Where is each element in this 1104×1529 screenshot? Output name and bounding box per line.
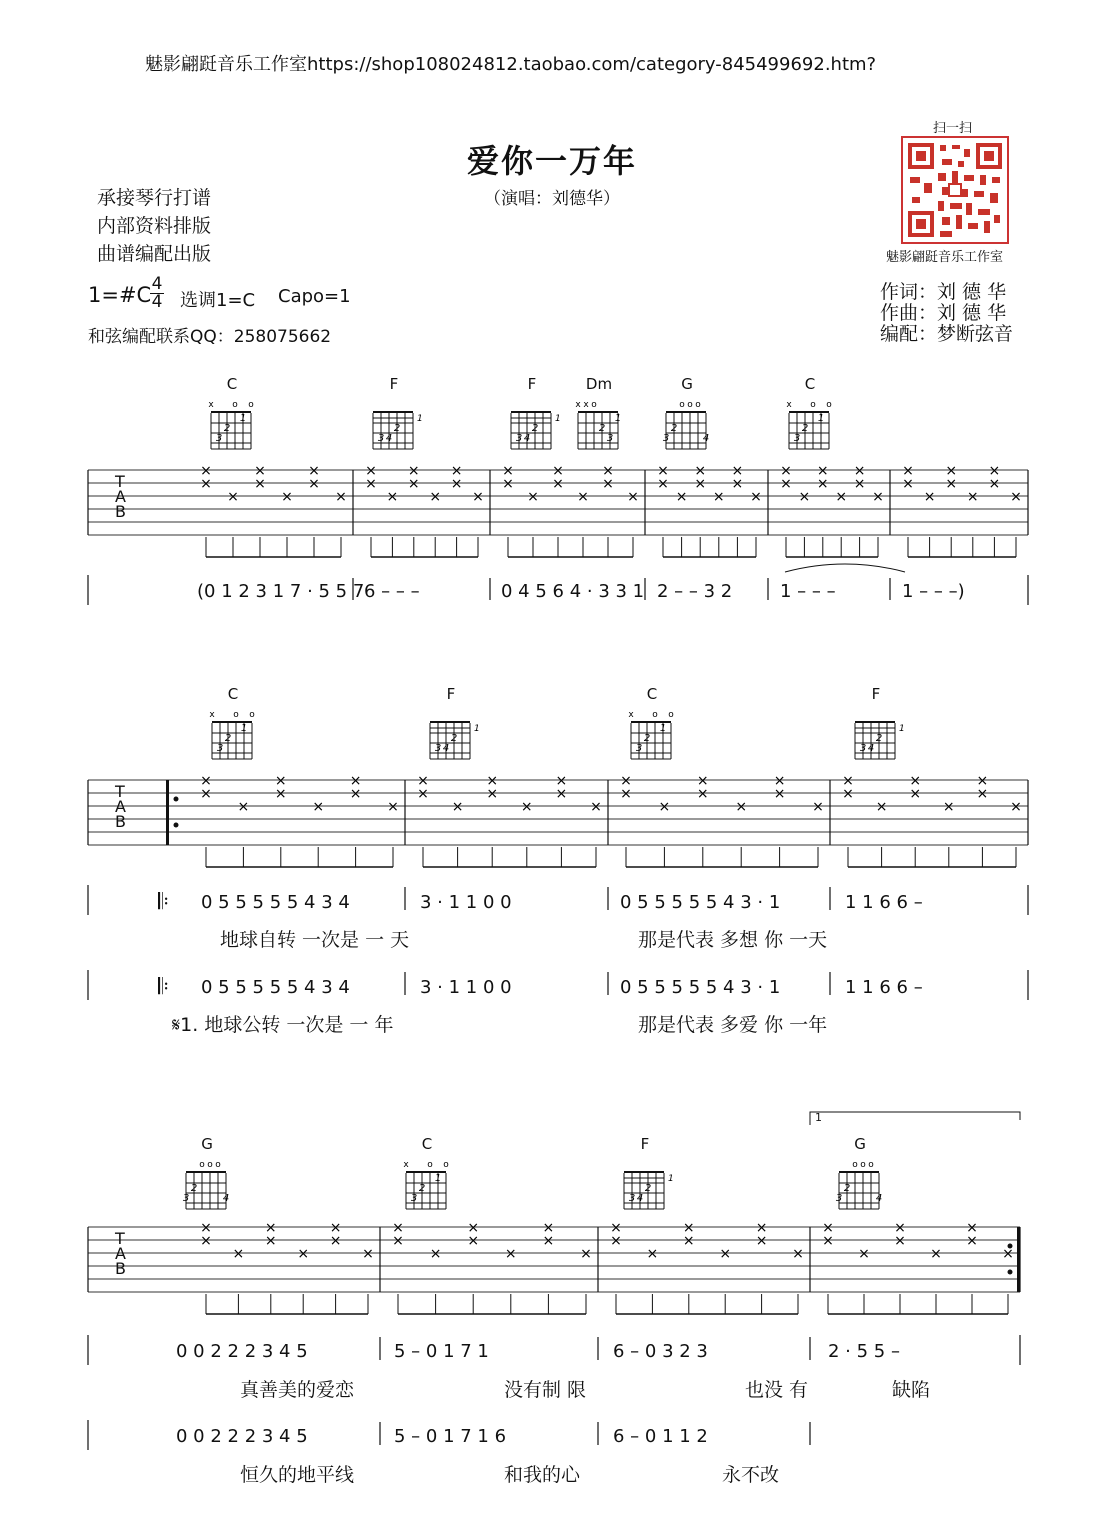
svg-text:3: 3 bbox=[216, 743, 224, 754]
svg-text:x: x bbox=[628, 710, 634, 720]
tab-x-mark: × bbox=[610, 1220, 622, 1236]
tab-x-mark: × bbox=[835, 489, 848, 505]
s3-notation-b-3: 6 – 0 1 1 2 bbox=[613, 1426, 708, 1447]
svg-text:4: 4 bbox=[442, 743, 450, 754]
tab-x-mark: × bbox=[923, 489, 936, 505]
repeat-start-a: 𝄆 bbox=[158, 890, 169, 915]
s1-notation-1: (0 1 2 3 1 7 · 5 5 7 bbox=[197, 581, 365, 602]
volta-bracket bbox=[810, 1112, 1020, 1125]
volta-number: 1 bbox=[815, 1111, 822, 1124]
tab-x-mark: × bbox=[750, 489, 762, 505]
tab-x-mark: × bbox=[773, 773, 786, 789]
s3-lyric-a-3: 也没 有 bbox=[745, 1379, 809, 1401]
chord-name: F bbox=[389, 375, 399, 393]
svg-text:x: x bbox=[575, 400, 581, 410]
svg-text:2: 2 bbox=[531, 423, 539, 434]
s2-notation-b-3: 0 5 5 5 5 5 4 3 · 1 bbox=[620, 977, 781, 998]
svg-text:2: 2 bbox=[190, 1183, 198, 1194]
svg-text:2: 2 bbox=[418, 1183, 426, 1194]
tab-x-mark: × bbox=[675, 489, 688, 505]
svg-text:1: 1 bbox=[240, 723, 248, 734]
svg-text:1: 1 bbox=[668, 1174, 674, 1184]
chord-name: F bbox=[871, 685, 881, 703]
tab-x-mark: × bbox=[842, 786, 854, 802]
tab-x-mark: × bbox=[407, 463, 420, 479]
s2-lyric-a-2: 那是代表 多想 你 一天 bbox=[638, 929, 828, 951]
tab-x-mark: × bbox=[542, 1220, 555, 1236]
tab-x-mark: × bbox=[502, 463, 514, 479]
tab-x-mark: × bbox=[329, 1233, 342, 1249]
repeat-start-b: 𝄆 bbox=[158, 975, 169, 1000]
svg-text:3: 3 bbox=[515, 433, 523, 444]
tab-x-mark: × bbox=[658, 799, 671, 815]
tab-x-mark: × bbox=[451, 799, 464, 815]
tab-x-mark: × bbox=[966, 1220, 978, 1236]
tab-x-mark: × bbox=[417, 773, 429, 789]
tab-x-mark: × bbox=[780, 463, 792, 479]
s3-notation-a-3: 6 – 0 3 2 3 bbox=[613, 1341, 708, 1362]
chord-name: F bbox=[527, 375, 537, 393]
s1-notation-4: 2 – – 3 2 bbox=[657, 581, 733, 602]
tab-letter-t: T bbox=[115, 782, 125, 801]
s1-notation-5: 1 – – – bbox=[780, 581, 836, 602]
tab-x-mark: × bbox=[580, 1246, 592, 1262]
tab-x-mark: × bbox=[297, 1246, 310, 1262]
svg-text:o: o bbox=[215, 1160, 221, 1170]
svg-text:1: 1 bbox=[899, 724, 905, 734]
tab-x-mark: × bbox=[542, 1233, 555, 1249]
tab-x-mark: × bbox=[731, 463, 744, 479]
tab-x-mark: × bbox=[349, 773, 362, 789]
tab-x-mark: × bbox=[755, 1220, 768, 1236]
s2-notation-b-2: 3 · 1 1 0 0 bbox=[420, 977, 512, 998]
s2-lyric-b-1: 𝄋1. 地球公转 一次是 一 年 bbox=[172, 1014, 394, 1036]
s1-notation-3: 0 4 5 6 4 · 3 3 1 bbox=[501, 581, 645, 602]
tab-x-mark: × bbox=[842, 773, 854, 789]
tab-x-mark: × bbox=[988, 463, 1001, 479]
slur bbox=[785, 564, 905, 572]
svg-text:1: 1 bbox=[659, 723, 667, 734]
qr-studio-name: 魅影翩跹音乐工作室 bbox=[886, 250, 1004, 265]
tab-x-mark: × bbox=[731, 476, 744, 492]
tab-x-mark: × bbox=[527, 489, 539, 505]
tab-x-mark: × bbox=[792, 1246, 804, 1262]
tab-x-mark: × bbox=[909, 786, 922, 802]
svg-text:3: 3 bbox=[859, 743, 867, 754]
key-choice: 选调1=C bbox=[180, 290, 256, 311]
svg-text:o: o bbox=[248, 400, 254, 410]
s3-lyric-a-4: 缺陷 bbox=[892, 1379, 931, 1401]
tab-x-mark: × bbox=[798, 489, 811, 505]
tab-x-mark: × bbox=[200, 786, 212, 802]
svg-text:o: o bbox=[852, 1160, 858, 1170]
tab-x-mark: × bbox=[264, 1220, 277, 1236]
chord-name: C bbox=[226, 375, 238, 393]
tab-x-mark: × bbox=[386, 489, 399, 505]
tab-letter-t: T bbox=[115, 1229, 125, 1248]
time-bottom: 4 bbox=[151, 292, 163, 312]
tab-x-mark: × bbox=[1010, 489, 1022, 505]
svg-text:4: 4 bbox=[523, 433, 531, 444]
tab-x-mark: × bbox=[281, 489, 293, 505]
svg-text:x: x bbox=[786, 400, 792, 410]
tab-x-mark: × bbox=[308, 463, 320, 479]
svg-text:2: 2 bbox=[644, 1183, 652, 1194]
tab-x-mark: × bbox=[335, 489, 347, 505]
chord-name: C bbox=[421, 1135, 433, 1153]
s2-notation-a-3: 0 5 5 5 5 5 4 3 · 1 bbox=[620, 892, 781, 913]
composer: 作曲：刘 德 华 bbox=[880, 302, 1007, 324]
tab-x-mark: × bbox=[610, 1233, 622, 1249]
svg-text:x: x bbox=[583, 400, 589, 410]
tab-x-mark: × bbox=[755, 1233, 768, 1249]
tab-x-mark: × bbox=[682, 1233, 695, 1249]
tab-letter-t: T bbox=[115, 472, 125, 491]
s3-lyric-a-2: 没有制 限 bbox=[504, 1379, 587, 1401]
tab-x-mark: × bbox=[858, 1246, 870, 1262]
tab-letter-b: B bbox=[115, 502, 126, 521]
tab-x-mark: × bbox=[966, 489, 979, 505]
svg-text:3: 3 bbox=[793, 433, 801, 444]
tab-x-mark: × bbox=[822, 1233, 834, 1249]
svg-text:o: o bbox=[232, 400, 238, 410]
s2-notation-a-2: 3 · 1 1 0 0 bbox=[420, 892, 512, 913]
svg-text:3: 3 bbox=[410, 1193, 418, 1204]
svg-text:2: 2 bbox=[875, 733, 883, 744]
svg-text:4: 4 bbox=[867, 743, 875, 754]
tab-x-mark: × bbox=[902, 463, 914, 479]
svg-text:2: 2 bbox=[670, 423, 678, 434]
tab-x-mark: × bbox=[467, 1233, 480, 1249]
tab-x-mark: × bbox=[486, 786, 499, 802]
svg-text:3: 3 bbox=[628, 1193, 636, 1204]
tab-x-mark: × bbox=[976, 786, 989, 802]
arranger: 编配：梦断弦音 bbox=[880, 323, 1014, 345]
tab-x-mark: × bbox=[627, 489, 639, 505]
tab-x-mark: × bbox=[200, 463, 212, 479]
tab-x-mark: × bbox=[577, 489, 589, 505]
s1-notation-6: 1 – – –) bbox=[902, 581, 965, 602]
svg-text:1: 1 bbox=[614, 413, 622, 424]
svg-text:o: o bbox=[687, 400, 693, 410]
svg-text:2: 2 bbox=[223, 423, 231, 434]
svg-text:2: 2 bbox=[801, 423, 809, 434]
svg-text:o: o bbox=[591, 400, 597, 410]
s3-lyric-b-2: 和我的心 bbox=[504, 1464, 581, 1486]
qr-scan-label: 扫一扫 bbox=[933, 121, 973, 136]
svg-text:1: 1 bbox=[434, 1173, 442, 1184]
svg-text:o: o bbox=[249, 710, 255, 720]
tab-x-mark: × bbox=[237, 799, 250, 815]
tab-x-mark: × bbox=[988, 476, 1001, 492]
tab-x-mark: × bbox=[274, 786, 287, 802]
svg-text:4: 4 bbox=[636, 1193, 644, 1204]
tab-x-mark: × bbox=[552, 463, 564, 479]
tab-x-mark: × bbox=[387, 799, 399, 815]
tab-x-mark: × bbox=[816, 463, 829, 479]
svg-text:o: o bbox=[668, 710, 674, 720]
capo: Capo=1 bbox=[278, 286, 351, 307]
tab-x-mark: × bbox=[780, 476, 792, 492]
tab-x-mark: × bbox=[773, 786, 786, 802]
chord-name: C bbox=[804, 375, 816, 393]
tab-x-mark: × bbox=[407, 476, 420, 492]
chord-name: F bbox=[640, 1135, 650, 1153]
s3-notation-a-2: 5 – 0 1 7 1 bbox=[394, 1341, 489, 1362]
svg-text:4: 4 bbox=[875, 1193, 883, 1204]
svg-text:o: o bbox=[810, 400, 816, 410]
singer: （演唱：刘德华） bbox=[484, 189, 620, 209]
contact: 和弦编配联系QQ：258075662 bbox=[88, 327, 332, 347]
svg-text:o: o bbox=[199, 1160, 205, 1170]
tab-x-mark: × bbox=[812, 799, 824, 815]
tab-x-mark: × bbox=[308, 476, 320, 492]
s2-notation-a-1: 0 5 5 5 5 5 4 3 4 bbox=[201, 892, 350, 913]
svg-text:2: 2 bbox=[224, 733, 232, 744]
s1-notation-2: 6 – – – bbox=[364, 581, 420, 602]
tab-x-mark: × bbox=[200, 1233, 212, 1249]
tab-x-mark: × bbox=[200, 773, 212, 789]
svg-text:3: 3 bbox=[377, 433, 385, 444]
tab-x-mark: × bbox=[429, 1246, 442, 1262]
tab-x-mark: × bbox=[694, 476, 707, 492]
svg-text:2: 2 bbox=[843, 1183, 851, 1194]
svg-text:2: 2 bbox=[393, 423, 401, 434]
tab-x-mark: × bbox=[227, 489, 239, 505]
tab-x-mark: × bbox=[504, 1246, 517, 1262]
tab-x-mark: × bbox=[945, 463, 958, 479]
time-top: 4 bbox=[151, 274, 163, 294]
svg-text:1: 1 bbox=[555, 414, 561, 424]
svg-text:x: x bbox=[208, 400, 214, 410]
tab-x-mark: × bbox=[312, 799, 325, 815]
svg-text:2: 2 bbox=[450, 733, 458, 744]
tab-x-mark: × bbox=[853, 463, 866, 479]
tab-x-mark: × bbox=[502, 476, 514, 492]
tab-x-mark: × bbox=[909, 773, 922, 789]
tab-x-mark: × bbox=[555, 786, 568, 802]
chord-name: G bbox=[201, 1135, 213, 1153]
svg-text:2: 2 bbox=[643, 733, 651, 744]
tab-x-mark: × bbox=[362, 1246, 374, 1262]
tab-x-mark: × bbox=[853, 476, 866, 492]
svg-text:o: o bbox=[443, 1160, 449, 1170]
tab-x-mark: × bbox=[520, 799, 533, 815]
info-line-1: 承接琴行打谱 bbox=[97, 187, 212, 209]
tab-x-mark: × bbox=[200, 476, 212, 492]
svg-text:o: o bbox=[826, 400, 832, 410]
svg-text:o: o bbox=[860, 1160, 866, 1170]
svg-text:3: 3 bbox=[635, 743, 643, 754]
tab-x-mark: × bbox=[696, 773, 709, 789]
svg-text:3: 3 bbox=[182, 1193, 190, 1204]
tab-x-mark: × bbox=[472, 489, 484, 505]
tab-x-mark: × bbox=[264, 1233, 277, 1249]
svg-text:2: 2 bbox=[598, 423, 606, 434]
tab-x-mark: × bbox=[620, 773, 632, 789]
svg-text:o: o bbox=[207, 1160, 213, 1170]
tab-letter-b: B bbox=[115, 812, 126, 831]
tab-x-mark: × bbox=[329, 1220, 342, 1236]
chord-name: Dm bbox=[585, 375, 613, 393]
s2-notation-a-4: 1 1 6 6 – bbox=[845, 892, 923, 913]
s3-lyric-a-1: 真善美的爱恋 bbox=[240, 1379, 355, 1401]
tab-x-mark: × bbox=[555, 773, 568, 789]
song-title: 爱你一万年 bbox=[466, 142, 637, 180]
svg-text:o: o bbox=[679, 400, 685, 410]
svg-text:o: o bbox=[652, 710, 658, 720]
tab-x-mark: × bbox=[945, 476, 958, 492]
chord-name: F bbox=[446, 685, 456, 703]
svg-text:3: 3 bbox=[835, 1193, 843, 1204]
s3-lyric-b-1: 恒久的地平线 bbox=[240, 1464, 355, 1486]
tab-x-mark: × bbox=[822, 1220, 834, 1236]
s2-notation-b-1: 0 5 5 5 5 5 4 3 4 bbox=[201, 977, 350, 998]
tab-letter-a: A bbox=[115, 797, 126, 816]
tab-x-mark: × bbox=[694, 463, 707, 479]
svg-text:3: 3 bbox=[215, 433, 223, 444]
tab-letter-a: A bbox=[115, 1244, 126, 1263]
studio-link[interactable]: 魅影翩跹音乐工作室https://shop108024812.taobao.com/category-845499692.htm? bbox=[145, 54, 877, 75]
tab-x-mark: × bbox=[657, 476, 669, 492]
s2-lyric-b-2: 那是代表 多爱 你 一年 bbox=[638, 1014, 828, 1036]
tab-x-mark: × bbox=[875, 799, 888, 815]
svg-text:4: 4 bbox=[385, 433, 393, 444]
tab-x-mark: × bbox=[254, 476, 266, 492]
chord-name: C bbox=[646, 685, 658, 703]
svg-text:x: x bbox=[209, 710, 215, 720]
svg-text:4: 4 bbox=[702, 433, 710, 444]
tab-x-mark: × bbox=[696, 786, 709, 802]
tab-x-mark: × bbox=[712, 489, 725, 505]
tab-x-mark: × bbox=[552, 476, 564, 492]
tab-x-mark: × bbox=[602, 476, 614, 492]
tab-x-mark: × bbox=[816, 476, 829, 492]
svg-text:1: 1 bbox=[817, 413, 825, 424]
tab-x-mark: × bbox=[450, 476, 463, 492]
tab-x-mark: × bbox=[450, 463, 463, 479]
tab-x-mark: × bbox=[620, 786, 632, 802]
svg-text:1: 1 bbox=[239, 413, 247, 424]
tab-x-mark: × bbox=[646, 1246, 659, 1262]
tab-x-mark: × bbox=[417, 786, 429, 802]
svg-text:o: o bbox=[695, 400, 701, 410]
info-line-3: 曲谱编配出版 bbox=[97, 243, 212, 265]
tab-x-mark: × bbox=[392, 1220, 404, 1236]
tab-x-mark: × bbox=[274, 773, 287, 789]
svg-text:o: o bbox=[233, 710, 239, 720]
tab-x-mark: × bbox=[349, 786, 362, 802]
tab-x-mark: × bbox=[486, 773, 499, 789]
svg-text:3: 3 bbox=[662, 433, 670, 444]
s3-lyric-b-3: 永不改 bbox=[722, 1464, 780, 1486]
tab-x-mark: × bbox=[902, 476, 914, 492]
tab-x-mark: × bbox=[719, 1246, 732, 1262]
s3-notation-b-1: 0 0 2 2 2 3 4 5 bbox=[176, 1426, 308, 1447]
tab-x-mark: × bbox=[735, 799, 748, 815]
tab-x-mark: × bbox=[232, 1246, 245, 1262]
s3-notation-a-4: 2 · 5 5 – bbox=[828, 1341, 900, 1362]
svg-text:3: 3 bbox=[434, 743, 442, 754]
tab-x-mark: × bbox=[254, 463, 266, 479]
tab-x-mark: × bbox=[365, 476, 377, 492]
s2-notation-b-4: 1 1 6 6 – bbox=[845, 977, 923, 998]
tab-x-mark: × bbox=[894, 1233, 906, 1249]
tab-letter-b: B bbox=[115, 1259, 126, 1278]
info-line-2: 内部资料排版 bbox=[97, 215, 212, 237]
tab-x-mark: × bbox=[200, 1220, 212, 1236]
svg-text:4: 4 bbox=[222, 1193, 230, 1204]
tab-x-mark: × bbox=[966, 1233, 978, 1249]
tab-x-mark: × bbox=[976, 773, 989, 789]
tab-x-mark: × bbox=[429, 489, 442, 505]
tab-x-mark: × bbox=[1010, 799, 1022, 815]
svg-text:x: x bbox=[403, 1160, 409, 1170]
svg-text:o: o bbox=[427, 1160, 433, 1170]
tab-x-mark: × bbox=[930, 1246, 942, 1262]
tab-x-mark: × bbox=[894, 1220, 906, 1236]
chord-name: G bbox=[854, 1135, 866, 1153]
chord-name: C bbox=[227, 685, 239, 703]
tab-x-mark: × bbox=[590, 799, 602, 815]
chord-name: G bbox=[681, 375, 693, 393]
tab-letter-a: A bbox=[115, 487, 126, 506]
s2-lyric-a-1: 地球自转 一次是 一 天 bbox=[220, 929, 410, 951]
lyricist: 作词：刘 德 华 bbox=[880, 281, 1007, 303]
tab-x-mark: × bbox=[682, 1220, 695, 1236]
tab-x-mark: × bbox=[942, 799, 955, 815]
tab-x-mark: × bbox=[392, 1233, 404, 1249]
tab-x-mark: × bbox=[1002, 1246, 1014, 1262]
tab-x-mark: × bbox=[467, 1220, 480, 1236]
s3-notation-a-1: 0 0 2 2 2 3 4 5 bbox=[176, 1341, 308, 1362]
tab-x-mark: × bbox=[602, 463, 614, 479]
key-signature: 1=#C bbox=[88, 283, 152, 307]
s3-notation-b-2: 5 – 0 1 7 1 6 bbox=[394, 1426, 507, 1447]
svg-text:1: 1 bbox=[474, 724, 480, 734]
tab-x-mark: × bbox=[657, 463, 669, 479]
svg-text:3: 3 bbox=[606, 433, 614, 444]
tab-x-mark: × bbox=[365, 463, 377, 479]
svg-text:o: o bbox=[868, 1160, 874, 1170]
tab-x-mark: × bbox=[872, 489, 884, 505]
svg-text:1: 1 bbox=[417, 414, 423, 424]
